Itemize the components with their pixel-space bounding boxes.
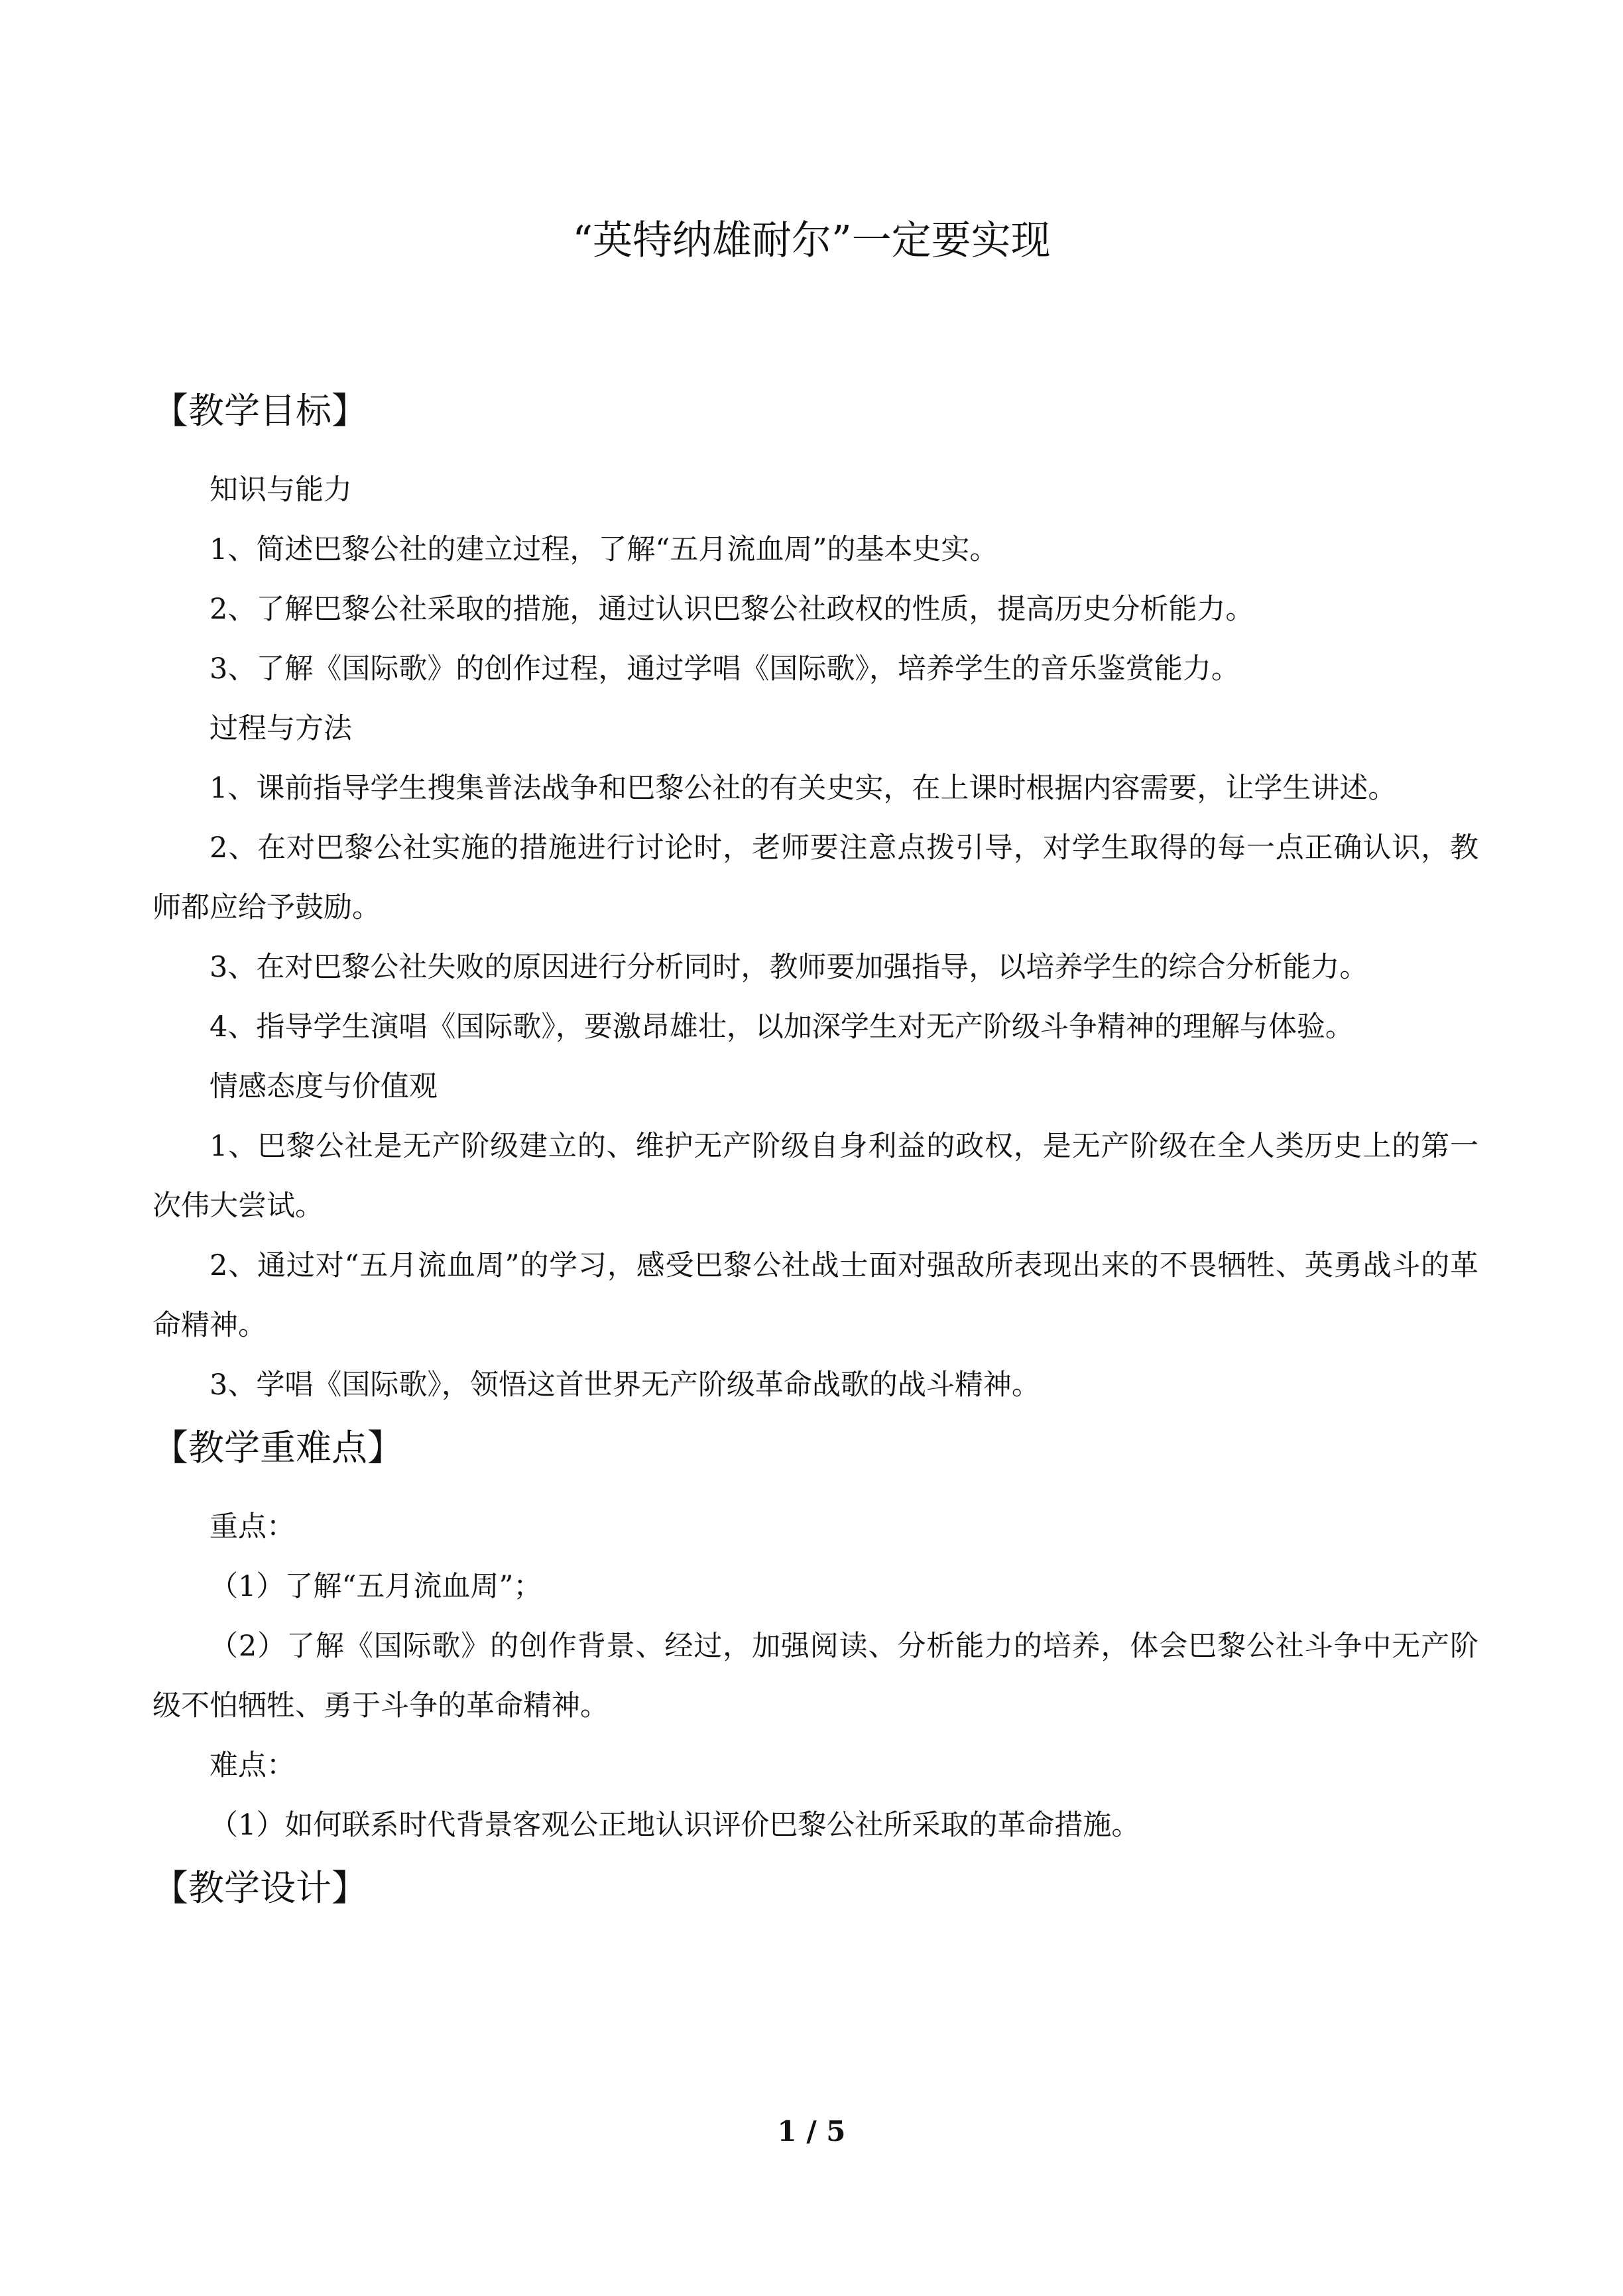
list-item: 1、简述巴黎公社的建立过程，了解“五月流血周”的基本史实。 [210,533,998,566]
list-item: 3、学唱《国际歌》，领悟这首世界无产阶级革命战歌的战斗精神。 [210,1368,1040,1402]
list-item: 2、通过对“五月流血周”的学习，感受巴黎公社战士面对强敌所表现出来的不畏牺牲、英勇战斗的革命精神。 [152,1249,1478,1342]
list-item: （1）如何联系时代背景客观公正地认识评价巴黎公社所采取的革命措施。 [210,1809,1140,1842]
document-title: “英特纳雄耐尔”一定要实现 [572,217,1051,264]
document-body [152,385,1478,1915]
list-item: （2）了解《国际歌》的创作背景、经过，加强阅读、分析能力的培养，体会巴黎公社斗争中无产阶级不怕牺牲、勇于斗争的革命精神。 [152,1630,1478,1722]
subheading-focus: 重点： [210,1510,295,1543]
list-item: 3、在对巴黎公社失败的原因进行分析同时，教师要加强指导，以培养学生的综合分析能力。 [210,951,1368,984]
subheading-knowledge-ability: 知识与能力 [210,473,352,507]
list-item: 1、课前指导学生搜集普法战争和巴黎公社的有关史实，在上课时根据内容需要，让学生讲述。 [210,772,1397,805]
list-item: （1）了解“五月流血周”； [210,1570,542,1603]
list-item: 2、在对巴黎公社实施的措施进行讨论时，老师要注意点拨引导，对学生取得的每一点正确认识，教师都应给予鼓励。 [152,831,1478,924]
list-item: 3、了解《国际歌》的创作过程，通过学唱《国际歌》，培养学生的音乐鉴赏能力。 [210,652,1240,686]
subheading-process-method: 过程与方法 [210,712,352,745]
subheading-difficulty: 难点： [210,1749,295,1782]
list-item: 4、指导学生演唱《国际歌》，要激昂雄壮，以加深学生对无产阶级斗争精神的理解与体验。 [210,1010,1354,1044]
section-heading-teaching-goals: 【教学目标】 [152,390,367,432]
list-item: 1、巴黎公社是无产阶级建立的、维护无产阶级自身利益的政权，是无产阶级在全人类历史上的第一次伟大尝试。 [152,1130,1478,1223]
section-heading-key-points: 【教学重难点】 [152,1427,403,1469]
list-item: 2、了解巴黎公社采取的措施，通过认识巴黎公社政权的性质，提高历史分析能力。 [210,593,1254,626]
page-number: 1 / 5 [777,2115,846,2147]
subheading-emotion-values: 情感态度与价值观 [210,1070,438,1103]
section-heading-teaching-design: 【教学设计】 [152,1867,367,1909]
